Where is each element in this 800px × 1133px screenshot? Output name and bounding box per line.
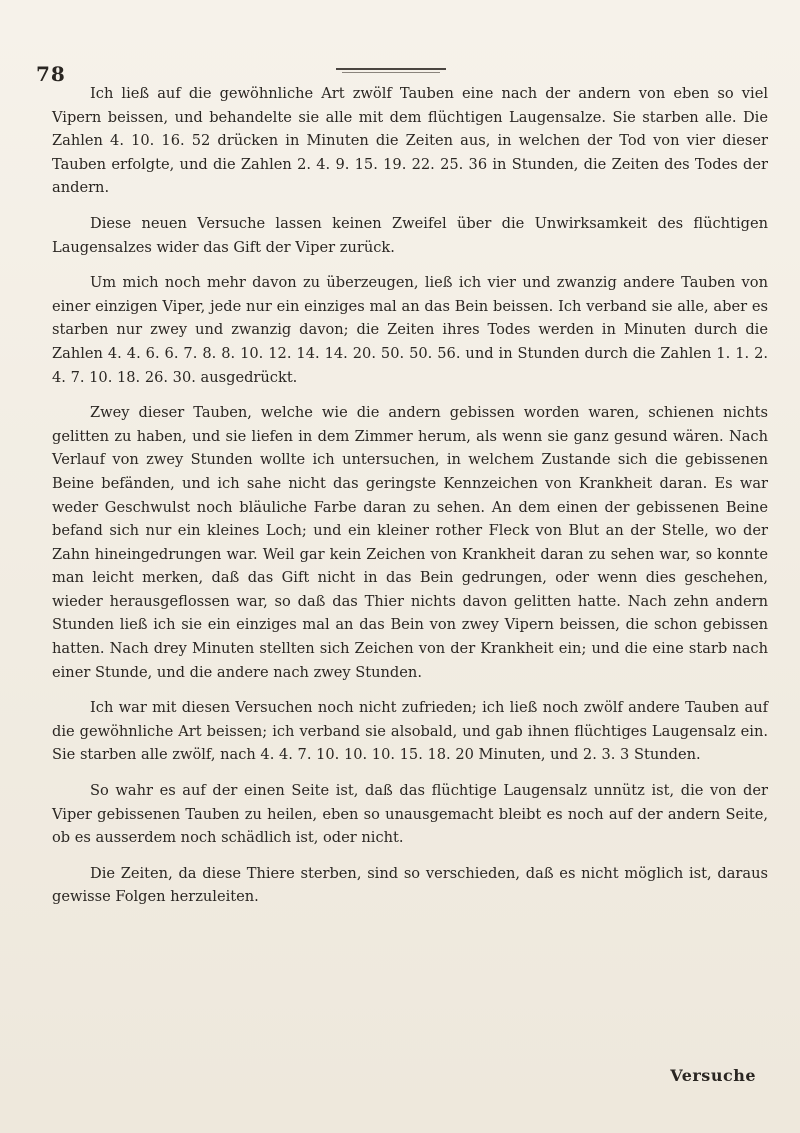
paragraph-4: Zwey dieser Tauben, welche wie die andern gebissen worden waren, schienen nichts gelitten zu haben, und sie liefen in dem Zimmer herum, als wenn sie ganz gesund wären. Nach Verlauf von zwey Stunden wollte ich untersuchen, in welchem Zustande sich die gebissenen Beine befänden, und ich sahe nicht das geringste Kennzeichen von Krankheit daran. Es war weder Geschwulst noch bläuliche Farbe daran zu sehen. An dem einen der gebissenen Beine befand sich nur ein kleines Loch; und ein kleiner rother Fleck von Blut an der Stelle, wo der Zahn hineingedrungen war. Weil gar kein Zeichen von Krankheit daran zu sehen war, so konnte man leicht merken, daß das Gift nicht in das Bein gedrungen, oder wenn dies geschehen, wieder herausgeflossen war, so daß das Thier nichts davon gelitten hatte. Nach zehn andern Stunden ließ ich sie ein einziges mal an das Bein von zwey Vipern beissen, die schon gebissen hatten. Nach drey Minuten stellten sich Zeichen von der Krankheit ein; und die eine starb nach einer Stunde, und die andere nach zwey Stunden. <box>52 404 768 681</box>
paragraph-2: Diese neuen Versuche lassen keinen Zweifel über die Unwirksamkeit des flüchtigen Laugensalzes wider das Gift der Viper zurück. <box>52 214 768 256</box>
paragraph-6: So wahr es auf der einen Seite ist, daß das flüchtige Laugensalz unnütz ist, die von der Viper gebissenen Tauben zu heilen, eben so unausgemacht bleibt es noch auf der andern Seite, ob es ausserdem noch schädlich ist, oder nicht. <box>52 782 768 847</box>
catchword: Versuche <box>670 1066 756 1085</box>
paragraph-1: Ich ließ auf die gewöhnliche Art zwölf Tauben eine nach der andern von eben so viel Vipern beissen, und behandelte sie alle mit dem flüchtigen Laugensalze. Sie starben alle. Die Zahlen 4. 10. 16. 52 drücken in Minuten die Zeiten aus, in welchen der Tod von vier dieser Tauben erfolgte, und die Zahlen 2. 4. 9. 15. 19. 22. 25. 36 in Stunden, die Zeiten des Todes der andern. <box>52 85 768 197</box>
paragraph-3: Um mich noch mehr davon zu überzeugen, ließ ich vier und zwanzig andere Tauben von einer einzigen Viper, jede nur ein einziges mal an das Bein beissen. Ich verband sie alle, aber es starben nur zwey und zwanzig davon; die Zeiten ihres Todes werden in Minuten durch die Zahlen 4. 4. 6. 6. 7. 8. 8. 10. 12. 14. 14. 20. 50. 50. 56. und in Stunden durch die Zahlen 1. 1. 2. 4. 7. 10. 18. 26. 30. ausgedrückt. <box>52 274 768 386</box>
body-text <box>52 82 768 909</box>
page-number: 78 <box>36 62 66 86</box>
paragraph-5: Ich war mit diesen Versuchen noch nicht zufrieden; ich ließ noch zwölf andere Tauben auf die gewöhnliche Art beissen; ich verband sie alsobald, und gab ihnen flüchtiges Laugensalz ein. Sie starben alle zwölf, nach 4. 4. 7. 10. 10. 10. 15. 18. 20 Minuten, und 2. 3. 3 Stunden. <box>52 699 768 764</box>
header-rule <box>336 68 446 70</box>
paragraph-7: Die Zeiten, da diese Thiere sterben, sind so verschieden, daß es nicht möglich ist, daraus gewisse Folgen herzuleiten. <box>52 864 768 906</box>
